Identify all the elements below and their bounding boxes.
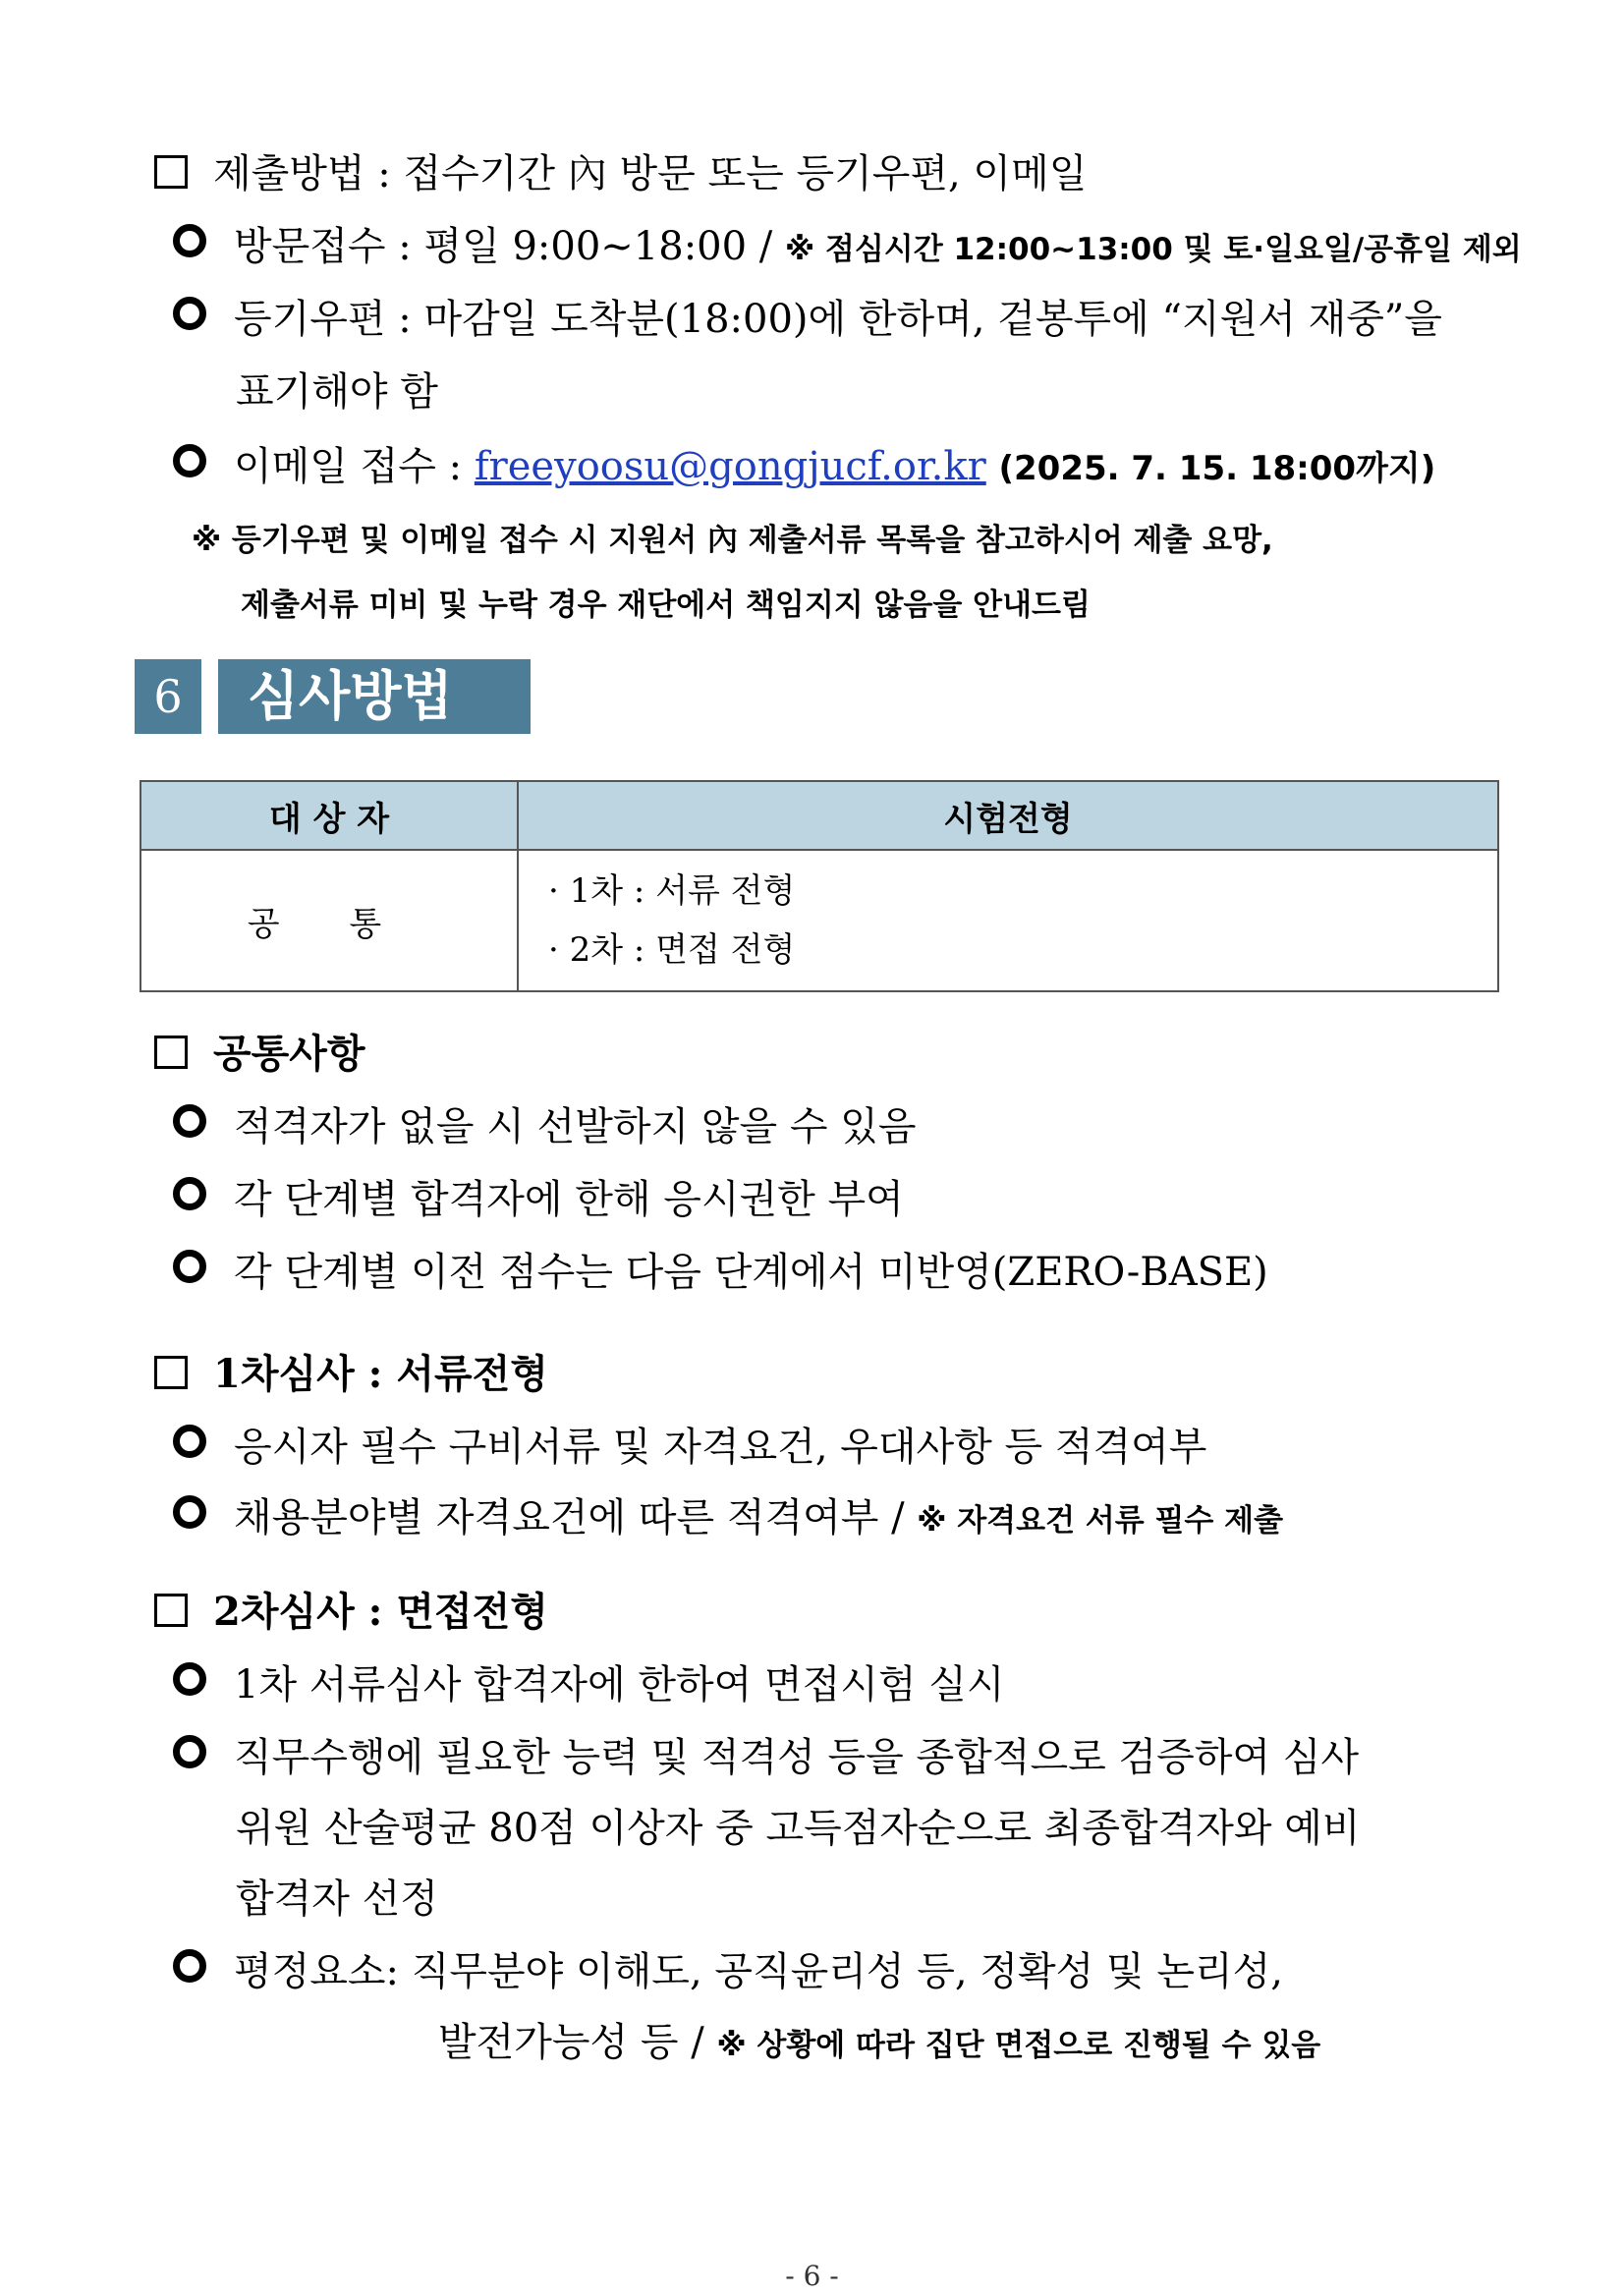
warning-line-2: 제출서류 미비 및 누락 경우 재단에서 책임지지 않음을 안내드림 (241, 588, 1091, 623)
bullet-circle-icon (173, 1177, 206, 1210)
stage1-heading: 1차심사 : 서류전형 (154, 1348, 548, 1401)
table-row (140, 850, 1498, 991)
list-item: 채용분야별 자격요건에 따른 적격여부 / ※ 자격요건 서류 필수 제출 (173, 1491, 1283, 1547)
bullet-circle-icon (173, 444, 206, 477)
table-header-exam: 시험전형 (518, 781, 1498, 850)
page-number: - 6 - (785, 2260, 839, 2292)
stage-item: · 1차 : 서류 전형 (548, 871, 796, 911)
list-item: 적격자가 없을 시 선발하지 않을 수 있음 (173, 1100, 917, 1153)
list-item: 1차 서류심사 합격자에 한하여 면접시험 실시 (173, 1658, 1005, 1711)
email-link[interactable]: freeyoosu@gongjucf.or.kr (474, 444, 986, 489)
list-item: 평정요소: 직무분야 이해도, 공직윤리성 등, 정확성 및 논리성, (173, 1945, 1283, 1998)
list-item-continued: 위원 산술평균 80점 이상자 중 고득점자순으로 최종합격자와 예비 (236, 1806, 1361, 1851)
list-item: 직무수행에 필요한 능력 및 적격성 등을 종합적으로 검증하여 심사 (173, 1731, 1499, 1784)
checkbox-square-icon (154, 1594, 188, 1627)
stage2-note: ※ 상황에 따라 집단 면접으로 진행될 수 있음 (716, 2028, 1321, 2063)
bullet-circle-icon (173, 1495, 206, 1529)
email-submission: 이메일 접수 : freeyoosu@gongjucf.or.kr (2025. 7. 15. 18:00까지) (173, 440, 1435, 495)
checkbox-square-icon (154, 1356, 188, 1389)
bullet-circle-icon (173, 1735, 206, 1768)
bullet-circle-icon (173, 1662, 206, 1696)
list-item-continued: 합격자 선정 (236, 1876, 438, 1922)
list-item-continued: 발전가능성 등 / ※ 상황에 따라 집단 면접으로 진행될 수 있음 (438, 2020, 1321, 2065)
bullet-circle-icon (173, 1425, 206, 1458)
bullet-circle-icon (173, 224, 206, 257)
section-title: 심사방법 (218, 659, 531, 734)
checkbox-square-icon (154, 155, 188, 189)
table-cell-stages (518, 850, 1498, 991)
warning-line-1: ※ 등기우편 및 이메일 접수 시 지원서 內 제출서류 목록을 참고하시어 제출 요망, (192, 523, 1273, 558)
common-heading: 공통사항 (154, 1028, 365, 1081)
mail-submission: 등기우편 : 마감일 도착분(18:00)에 한하며, 겉봉투에 “지원서 재중”을 (173, 293, 1499, 346)
stage2-heading: 2차심사 : 면접전형 (154, 1586, 548, 1639)
table-header-target: 대 상 자 (140, 781, 518, 850)
bullet-circle-icon (173, 297, 206, 330)
stage-item: · 2차 : 면접 전형 (548, 930, 796, 970)
table-cell-target: 공 통 (140, 850, 518, 991)
list-item: 응시자 필수 구비서류 및 자격요건, 우대사항 등 적격여부 (173, 1421, 1206, 1474)
visit-note: ※ 점심시간 12:00~13:00 및 토·일요일/공휴일 제외 (784, 232, 1522, 267)
checkbox-square-icon (154, 1036, 188, 1069)
bullet-circle-icon (173, 1250, 206, 1283)
email-deadline: (2025. 7. 15. 18:00까지) (998, 449, 1436, 488)
visit-submission: 방문접수 : 평일 9:00~18:00 / ※ 점심시간 12:00~13:00 및 토·일요일/공휴일 제외 (173, 220, 1522, 276)
list-item: 각 단계별 이전 점수는 다음 단계에서 미반영(ZERO-BASE) (173, 1246, 1268, 1299)
section-number: 6 (135, 659, 201, 734)
list-item: 각 단계별 합격자에 한해 응시권한 부여 (173, 1173, 904, 1226)
submission-method: 제출방법 : 접수기간 內 방문 또는 등기우편, 이메일 (154, 147, 1087, 200)
bullet-circle-icon (173, 1104, 206, 1138)
bullet-circle-icon (173, 1949, 206, 1983)
mail-submission-continued: 표기해야 함 (236, 369, 438, 415)
evaluation-table (140, 780, 1499, 992)
stage1-note: ※ 자격요건 서류 필수 제출 (917, 1503, 1284, 1539)
